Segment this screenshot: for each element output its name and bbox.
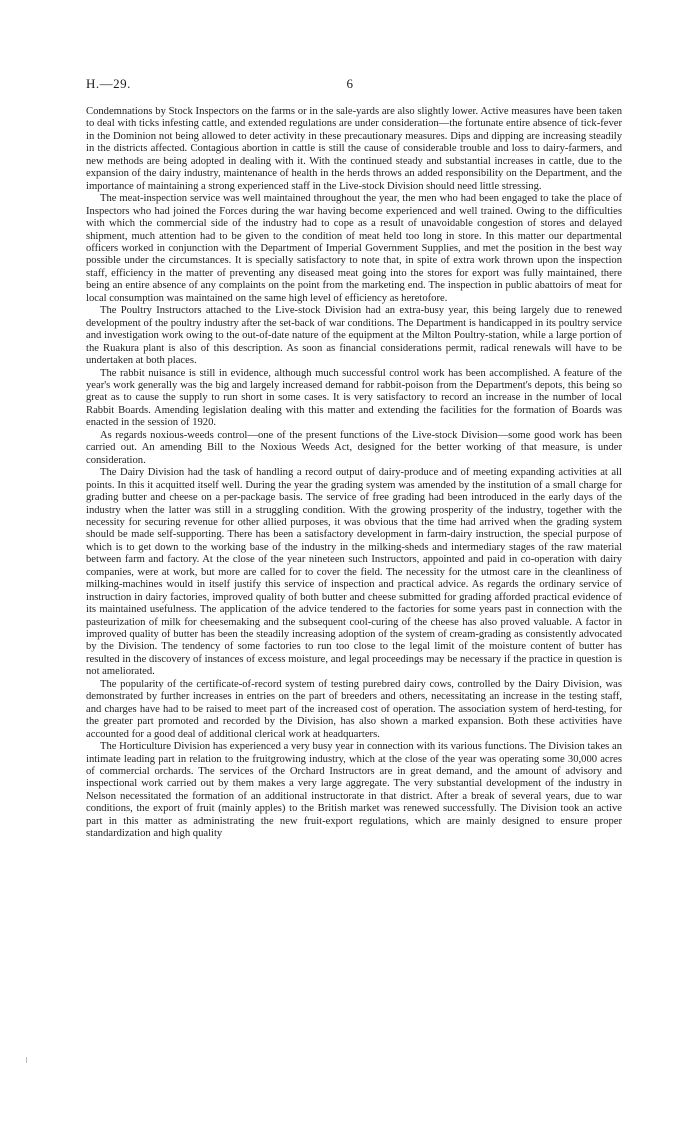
paragraph-noxious-weeds: As regards noxious-weeds control—one of the present functions of the Live-stock Division—some good work has been carried out. An amending Bill to the Noxious Weeds Act, designed for the better working of that measure, is under consideration. (86, 429, 622, 466)
paragraph-meat-inspection: The meat-inspection service was well maintained throughout the year, the men who had been engaged to take the place of Inspectors who had joined the Forces during the war having become experienced and well trained. Owing to the difficulties with which the commercial side of the industry had to cope as a result of unavoidable congestion of stores and delayed shipment, much attention had to be given to the condition of meat held too long in store. In this matter our departmental officers worked in conjunction with the Department of Imperial Government Supplies, and met the position in the best way possible under the circumstances. It is specially satisfactory to note that, in spite of extra work thrown upon the inspection staff, efficiency in the matter of preventing any diseased meat going into the stores for export was fully maintained, there being an entire absence of any complaints on the point from the marketing end. The inspection in public abattoirs of meat for local consumption was maintained on the same high level of efficiency as heretofore. (86, 193, 622, 304)
paragraph-rabbit-nuisance: The rabbit nuisance is still in evidence, although much successful control work has been accomplished. A feature of the year's work generally was the big and largely increased demand for rabbit-poison from the Department's depots, this being so great as to cause the supply to run short in some cases. It is very satisfactory to record an increase in the number of local Rabbit Boards. Amending legislation dealing with this matter and extending the facilities for the formation of Boards was enacted in the session of 1920. (86, 367, 622, 429)
page-number: 6 (346, 76, 354, 91)
paragraph-certificate-of-record: The popularity of the certificate-of-record system of testing purebred dairy cows, controlled by the Dairy Division, was demonstrated by further increases in entries on the part of breeders and others, necessitating an increase in the testing staff, and charges have had to be raised to meet part of the increased cost of operation. The association system of herd-testing, for the greater part promoted and recorded by the Division, has also shown a marked expansion. Both these activities have accounted for a good deal of additional clerical work at headquarters. (86, 678, 622, 740)
body-text (86, 106, 622, 841)
paragraph-stock-inspection: Condemnations by Stock Inspectors on the farms or in the sale-yards are also slightly lower. Active measures have been taken to deal with ticks infesting cattle, and extended regulations are under consideration—the fortunate entire absence of tick-fever in the Dominion not being allowed to deter activity in these precautionary measures. Dips and dipping are increasing steadily in the districts affected. Contagious abortion in cattle is still the cause of considerable trouble and loss to dairy-farmers, and new methods are being adopted in dealing with it. With the continued steady and substantial increases in cattle, due to the expansion of the dairy industry, maintenance of health in the herds throws an added responsibility on the Department, and the importance of maintaining a strong experienced staff in the Live-stock Division should need little stressing. (86, 106, 622, 192)
page-header (86, 76, 614, 92)
paragraph-horticulture: The Horticulture Division has experienced a very busy year in connection with its various functions. The Division takes an intimate leading part in relation to the fruitgrowing industry, which at the close of the year was operating some 30,000 acres of commercial orchards. The services of the Orchard Instructors are in great demand, and the amount of advisory and inspectional work carried out by them makes a very large aggregate. The very substantial development of the industry in Nelson necessitated the formation of an additional instructorate in that district. After a break of several years, due to war conditions, the export of fruit (mainly apples) to the British market was renewed successfully. The Division took an active part in this matter as administrating the new fruit-export regulations, which are mainly designed to ensure proper standardization and high quality (86, 741, 622, 840)
paragraph-poultry: The Poultry Instructors attached to the Live-stock Division had an extra-busy year, this being largely due to renewed development of the poultry industry after the set-back of war conditions. The Department is handicapped in its poultry service and investigation work owing to the out-of-date nature of the equipment at the Milton Poultry-station, while a large portion of the Ruakura plant is also of this description. As soon as financial considerations permit, radical renewals will have to be undertaken at both places. (86, 305, 622, 367)
paragraph-dairy-division: The Dairy Division had the task of handling a record output of dairy-produce and of meeting expanding activities at all points. In this it acquitted itself well. During the year the grading system was amended by the institution of a small charge for grading butter and cheese on a per-package basis. The service of free grading had been introduced in the early days of the industry when the latter was still in a struggling condition. With the growing prosperity of the industry, together with the necessity for securing revenue for other allied purposes, it was obvious that the time had arrived when the grading system should be made self-supporting. There has been a satisfactory development in farm-dairy instruction, the special purpose of which is to get down to the working base of the industry in the milking-sheds and intermediary stages of the raw material between farm and factory. At the close of the year nineteen such Instructors, appointed and paid in co-operation with dairy companies, were at work, but more are called for to cover the field. The necessity for the utmost care in the cleanliness of milking-machines would in itself justify this service of inspection and practical advice. As regards the ordinary service of instruction in dairy factories, improved quality of both butter and cheese submitted for grading afforded practical evidence of its maintained usefulness. The application of the advice tendered to the factories for some years past in connection with the pasteurization of milk for cheesemaking and the subsequent cool-curing of the cheese has also proved valuable. A factor in improved quality of butter has been the steadily increasing adoption of the system of cream-grading as consistently advocated by the Division. The tendency of some factories to run too close to the legal limit of the moisture content of butter has resulted in the discovery of instances of excess moisture, and legal proceedings may be necessary if the practice in question is not ameliorated. (86, 467, 622, 678)
document-code: H.—29. (86, 76, 131, 91)
margin-mark (26, 1057, 27, 1063)
